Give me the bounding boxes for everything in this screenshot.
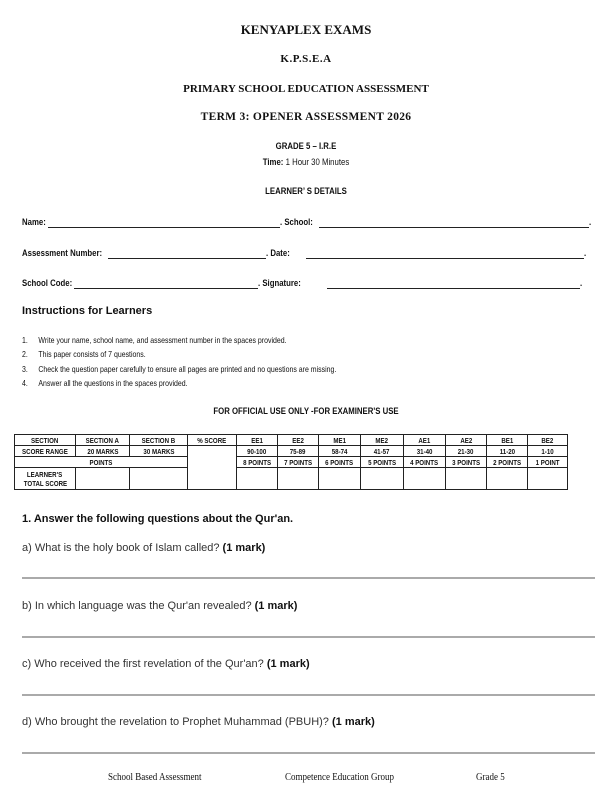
instruction-item: 4. Answer all the questions in the spaces provided. <box>22 377 188 388</box>
learner-details-heading: LEARNER’ S DETAILS <box>265 186 347 197</box>
footer-center: Competence Education Group <box>285 772 394 783</box>
signature-field[interactable] <box>327 288 580 289</box>
name-field[interactable] <box>48 227 280 228</box>
grade-subject: GRADE 5 – I.R.E <box>275 141 337 152</box>
table-row: SCORE RANGE 20 MARKS 30 MARKS 90-100 75-89 58-74 41-57 31-40 21-30 11-20 1-10 <box>15 446 568 457</box>
signature-label: . Signature: <box>258 278 301 289</box>
question-1b: b) In which language was the Qur'an revealed? (1 mark) <box>22 600 298 612</box>
marks-table <box>14 434 568 490</box>
time-label: Time: <box>262 157 284 168</box>
date-label: . Date: <box>266 248 290 259</box>
instruction-item: 2. This paper consists of 7 questions. <box>22 349 146 360</box>
signature-end-dot: . <box>580 278 583 289</box>
school-label: . School: <box>280 217 313 228</box>
answer-line-1c[interactable] <box>22 694 595 696</box>
school-code-label: School Code: <box>22 278 73 289</box>
assessment-number-field[interactable] <box>108 258 266 259</box>
school-field[interactable] <box>319 227 589 228</box>
answer-line-1b[interactable] <box>22 636 595 638</box>
table-row: POINTS 8 POINTS 7 POINTS 6 POINTS 5 POINTS 4 POINTS 3 POINTS 2 POINTS 1 POINT <box>15 457 568 468</box>
instruction-item: 1. Write your name, school name, and assessment number in the spaces provided. <box>22 335 287 345</box>
instruction-item: 3. Check the question paper carefully to ensure all pages are printed and no questions are missing. <box>22 363 337 374</box>
school-code-field[interactable] <box>74 288 258 289</box>
time-value: 1 Hour 30 Minutes <box>285 157 350 168</box>
name-label: Name: <box>22 217 46 228</box>
kpsea-title: K.P.S.E.A <box>280 53 332 65</box>
question-1c: c) Who received the first revelation of the Qur'an? (1 mark) <box>22 658 310 670</box>
assessment-number-label: Assessment Number: <box>22 248 103 259</box>
term-title: TERM 3: OPENER ASSESSMENT 2026 <box>200 111 412 123</box>
exam-body-title: KENYAPLEX EXAMS <box>240 22 372 37</box>
answer-line-1d[interactable] <box>22 752 595 754</box>
table-row: LEARNER'S TOTAL SCORE <box>15 468 568 490</box>
assessment-title: PRIMARY SCHOOL EDUCATION ASSESSMENT <box>183 83 429 95</box>
footer-right: Grade 5 <box>476 772 505 783</box>
date-end-dot: . <box>584 248 587 259</box>
school-end-dot: . <box>589 217 592 228</box>
percent-score-cell[interactable] <box>188 446 237 490</box>
question-1-title: 1. Answer the following questions about the Qur'an. <box>22 513 294 525</box>
official-use-heading: FOR OFFICIAL USE ONLY -FOR EXAMINER'S USE <box>213 406 399 417</box>
section-a-score-cell[interactable] <box>76 468 130 490</box>
question-1d: d) Who brought the revelation to Prophet Muhammad (PBUH)? (1 mark) <box>22 716 375 728</box>
table-row: SECTION SECTION A SECTION B % SCORE EE1 EE2 ME1 ME2 AE1 AE2 BE1 BE2 <box>15 435 568 446</box>
instructions-list <box>22 333 522 390</box>
answer-line-1a[interactable] <box>22 577 595 579</box>
question-1a: a) What is the holy book of Islam called? (1 mark) <box>22 542 266 554</box>
instructions-title: Instructions for Learners <box>22 305 153 317</box>
date-field[interactable] <box>306 258 584 259</box>
footer-left: School Based Assessment <box>108 772 202 783</box>
section-b-score-cell[interactable] <box>130 468 188 490</box>
time-allowed <box>55 157 557 168</box>
